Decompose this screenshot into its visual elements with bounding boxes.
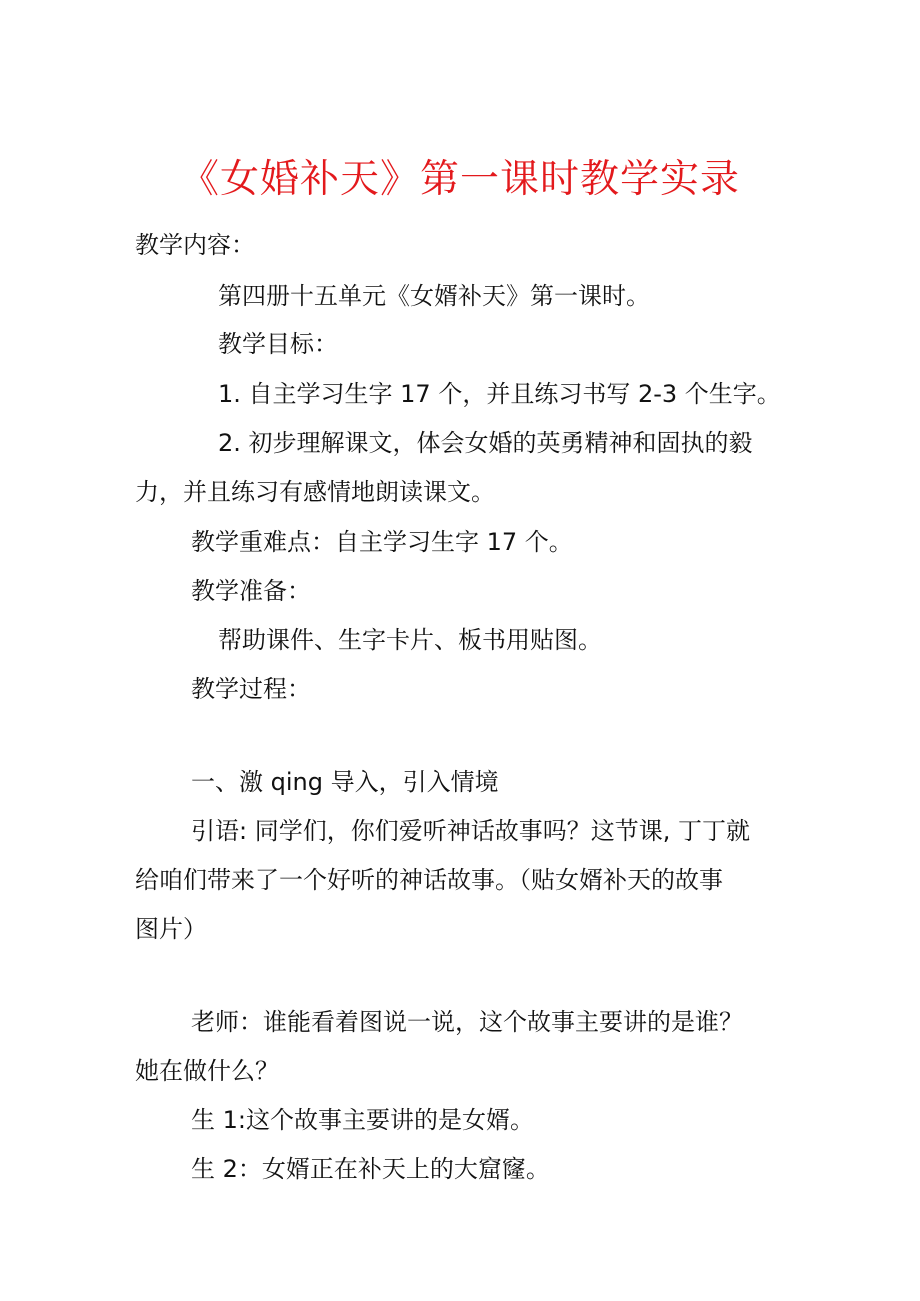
text-line-intro-3: 图片） [135,915,207,943]
text-line-goal-2: 2. 初步理解课文，体会女婚的英勇精神和固执的毅 [218,429,753,457]
text-line-teaching-prep-label: 教学准备： [191,577,311,605]
document-title: 《女婚补天》第一课时教学实录 [179,157,740,202]
text-line-teaching-content-label: 教学内容： [135,231,255,259]
text-line-teacher-question-cont: 她在做什么？ [135,1057,279,1085]
text-line-goal-2-cont: 力，并且练习有感情地朗读课文。 [135,478,495,506]
text-line-goal-1: 1. 自主学习生字 17 个，并且练习书写 2-3 个生字。 [218,380,781,408]
text-line-teaching-goals-label: 教学目标： [218,330,338,358]
text-line-teaching-prep: 帮助课件、生字卡片、板书用贴图。 [218,626,602,654]
text-line-teacher-question: 老师：谁能看着图说一说，这个故事主要讲的是谁？ [191,1008,743,1036]
text-line-intro-2: 给咱们带来了一个好听的神话故事。（贴女婿补天的故事 [135,866,723,894]
text-line-student-1: 生 1:这个故事主要讲的是女婿。 [191,1106,534,1134]
text-line-teaching-content: 第四册十五单元《女婿补天》第一课时。 [218,282,650,310]
text-line-student-2: 生 2：女婿正在补天上的大窟窿。 [191,1155,550,1183]
text-line-teaching-process-label: 教学过程： [191,675,311,703]
text-line-intro-1: 引语: 同学们，你们爱听神话故事吗？这节课, 丁丁就 [191,817,750,845]
text-line-key-difficulties: 教学重难点：自主学习生字 17 个。 [191,528,573,556]
text-line-section-1-heading: 一、激 qing 导入，引入情境 [191,768,499,796]
